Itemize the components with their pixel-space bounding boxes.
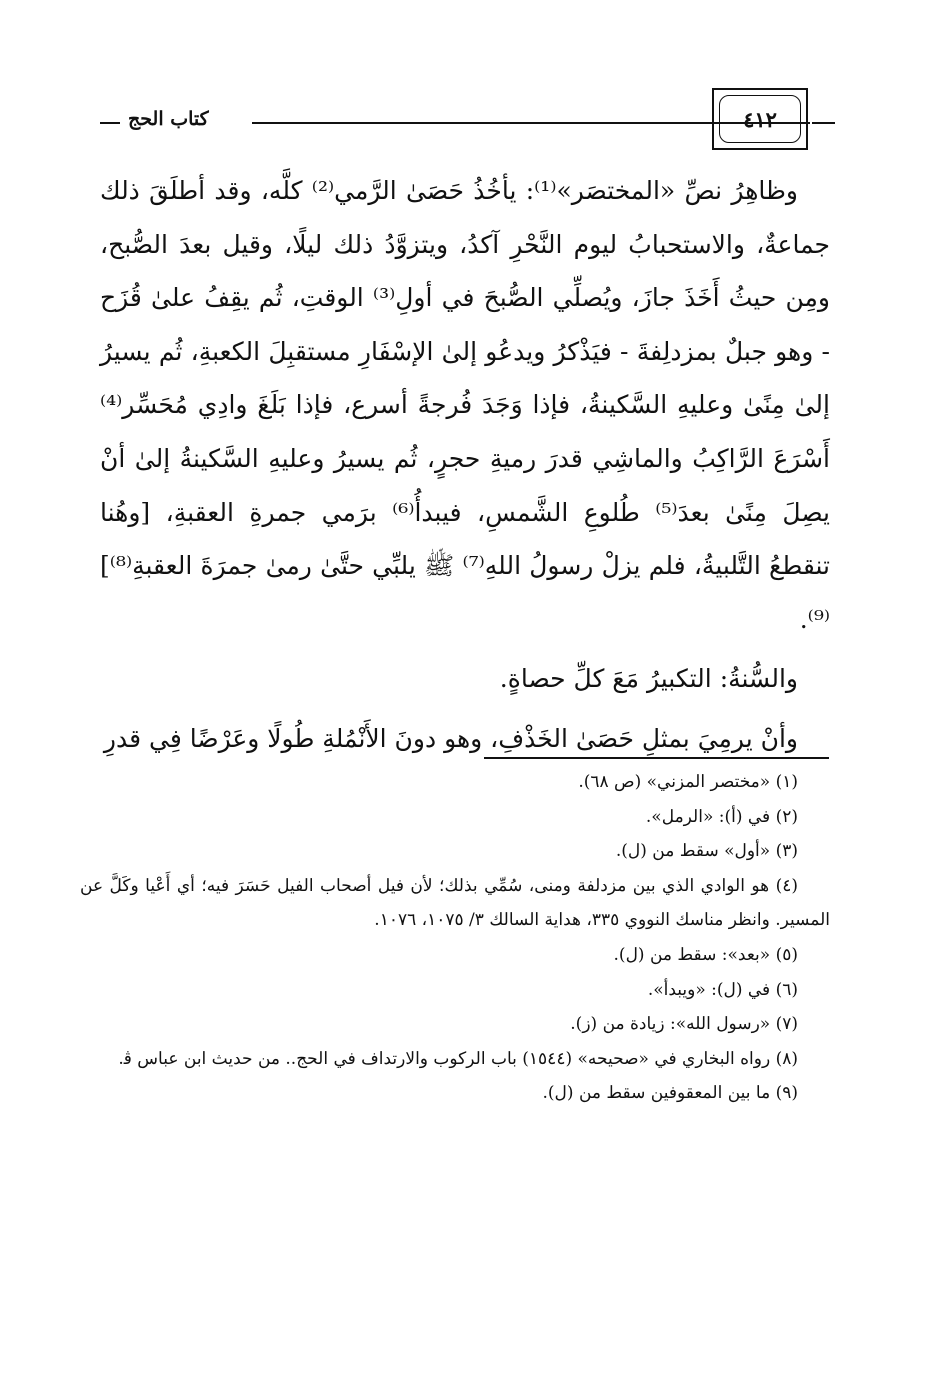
header-rule-right (812, 122, 835, 124)
running-title: كتاب الحج (128, 108, 209, 130)
running-header (100, 88, 835, 160)
footnotes (80, 765, 830, 1111)
footnote: (٨) رواه البخاري في «صحيحه» (١٥٤٤) باب الركوب والارتداف في الحج.. من حديث ابن عباس ﭬ. (118, 1048, 798, 1069)
footnote: (٥) «بعد»: سقط من (ل). (613, 944, 798, 965)
footnote: (١) «مختصر المزني» (ص ٦٨). (578, 772, 798, 792)
footnote: (٩) ما بين المعقوفين سقط من (ل). (542, 1083, 798, 1104)
body-paragraph: وأنْ يرمِيَ بمثلِ حَصَىٰ الخَذْفِ، وهو دونَ الأَنْمُلةِ طُولًا وعَرْضًا فِي قدرِ (103, 723, 798, 753)
footnote: (٦) في (ل): «ويبدأ». (647, 979, 798, 1000)
footnote: (٣) «أول» سقط من (ل). (615, 841, 798, 862)
header-rule-left (100, 122, 120, 124)
footnote-separator (484, 757, 829, 759)
body-paragraph: وظاهِرُ نصِّ «المختصَر»⁽¹⁾: يأخُذُ حَصَىٰ الرَّمي⁽²⁾ كلَّه، وقد أطلَقَ ذلك جماعةٌ، والاستحبابُ ليوم النَّحْرِ آكدُ، ويتزوَّدُ ذلك ليلًا، وقيل بعدَ الصُّبح، ومِن حيثُ أَخَذَ جازَ، ويُصلِّي الصُّبحَ في أولِ⁽³⁾ الوقتِ، ثُم يقِفُ علىٰ قُزَح - وهو جبلٌ بمزدلِفةَ - فيَذْكرُ ويدعُو إلىٰ الإسْفَارِ مستقبِلَ الكعبةِ، ثُم يسيرُ إلىٰ مِنًىٰ وعليهِ السَّكينةُ، فإذا وَجَدَ فُرجةً أسرع، فإذا بَلَغَ وادِي مُحَسِّر⁽⁴⁾ أَسْرَعَ الرَّاكِبُ والماشِي قدرَ رميةِ حجرٍ، ثُم يسيرُ وعليهِ السَّكينةُ إلىٰ أنْ يصِلَ مِنًىٰ بعدَ⁽⁵⁾ طُلوعِ الشَّمسِ، فيبدأُ⁽⁶⁾ برَمي جمرةِ العقبةِ، [وهُنا تنقطعُ التَّلبيةُ، فلم يزلْ رسولُ اللهِ⁽⁷⁾ ﷺ يلبِّي حتَّىٰ رمىٰ جمرَةَ العقبةِ⁽⁸⁾]⁽⁹⁾. (100, 176, 830, 634)
footnote: (٧) «رسول الله»: زيادة من (ز). (570, 1014, 798, 1035)
page-number-frame (712, 88, 808, 150)
body-paragraph: والسُّنةُ: التكبيرُ مَعَ كلِّ حصاةٍ. (499, 664, 798, 694)
footnote: (٢) في (أ): «الرمل». (645, 806, 798, 827)
footnote: (٤) هو الوادي الذي بين مزدلفة ومنى، سُمِّي بذلك؛ لأن فيل أصحاب الفيل حَسَرَ فيه؛ أي أَعْيا وكَلَّ عن المسير. وانظر مناسك النووي ٣٣٥، هداية السالك ٣/ ١٠٧٥، ١٠٧٦. (80, 875, 830, 931)
page-number: ٤١٢ (719, 95, 801, 143)
main-text (100, 164, 830, 766)
